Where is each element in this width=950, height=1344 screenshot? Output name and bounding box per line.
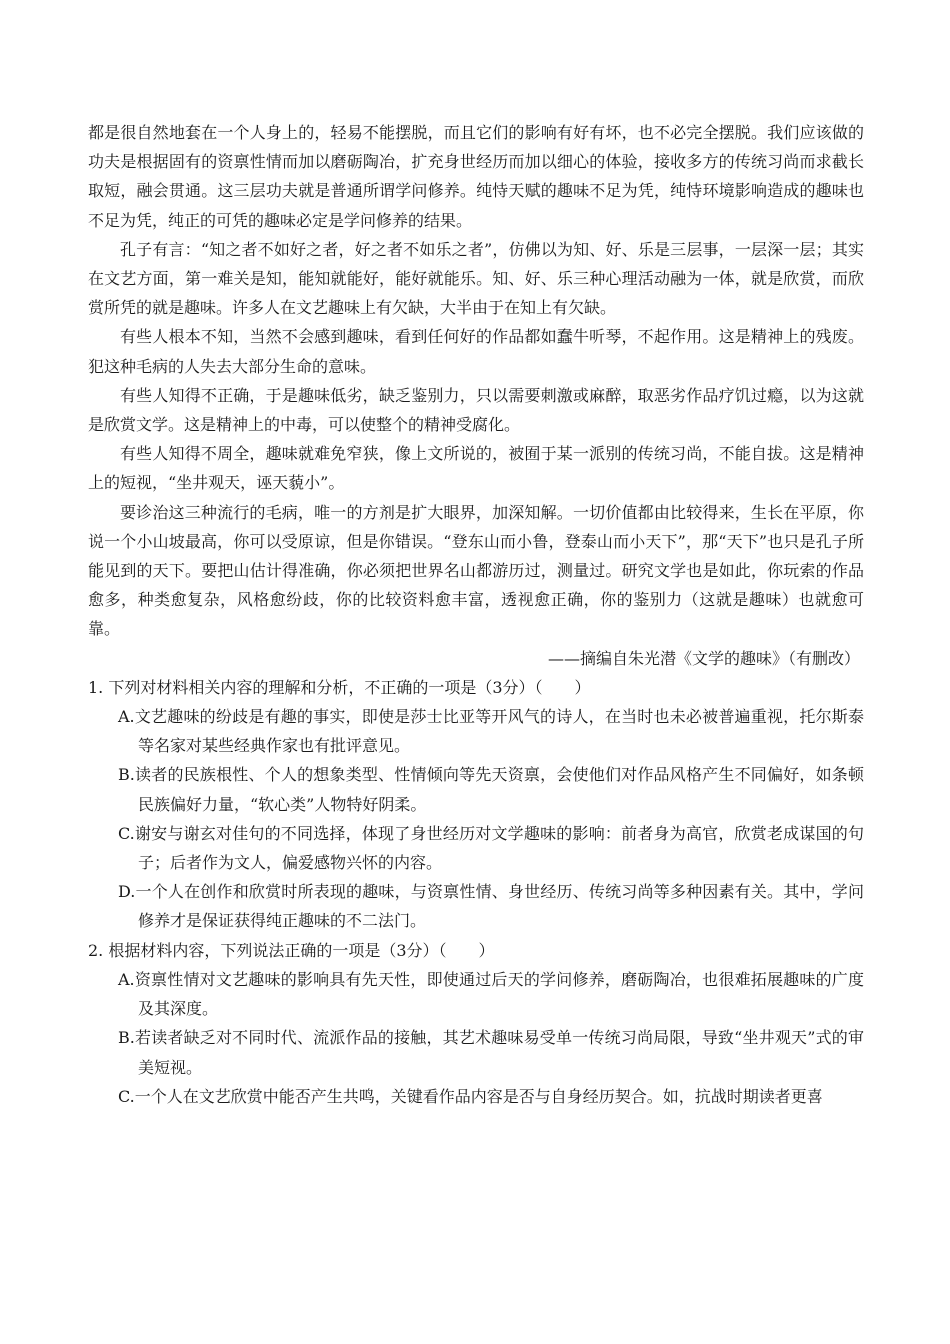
passage-paragraph-6: 要诊治这三种流行的毛病，唯一的方剂是扩大眼界，加深知解。一切价值都由比较得来，生长在平原，你说一个小山坡最高，你可以受原谅，但是你错误。“登东山而小鲁，登泰山而小天下”，那“天下”也只是孔子所能见到的天下。要把山估计得准确，你必须把世界名山都游历过，测量过。研究文学也是如此，你玩索的作品愈多，种类愈复杂，风格愈纷歧，你的比较资料愈丰富，透视愈正确，你的鉴别力（这就是趣味）也就愈可靠。: [88, 502, 864, 639]
document-page: [88, 118, 864, 1111]
passage-paragraph-2: 孔子有言：“知之者不如好之者，好之者不如乐之者”，仿佛以为知、好、乐是三层事，一层深一层；其实在文艺方面，第一难关是知，能知就能好，能好就能乐。知、好、乐三种心理活动融为一体，就是欣赏，而欣赏所凭的就是趣味。许多人在文艺趣味上有欠缺，大半由于在知上有欠缺。: [88, 239, 864, 318]
question-1-option-b: B.读者的民族根性、个人的想象类型、性情倾向等先天资禀，会使他们对作品风格产生不同偏好，如条顿民族偏好力量，“软心类”人物特好阴柔。: [118, 765, 864, 814]
question-1-stem: 1. 下列对材料相关内容的理解和分析，不正确的一项是（3分）（ ）: [88, 677, 591, 697]
question-2-option-a: A.资禀性情对文艺趣味的影响具有先天性，即使通过后天的学问修养，磨砺陶冶，也很难拓展趣味的广度及其深度。: [118, 969, 864, 1019]
question-1-option-a: A.文艺趣味的纷歧是有趣的事实，即使是莎士比亚等开风气的诗人，在当时也未必被普遍重视，托尔斯泰等名家对某些经典作家也有批评意见。: [118, 707, 864, 756]
question-2-stem: 2. 根据材料内容，下列说法正确的一项是（3分）（ ）: [88, 940, 495, 960]
question-1-option-d: D.一个人在创作和欣赏时所表现的趣味，与资禀性情、身世经历、传统习尚等多种因素有关。其中，学问修养才是保证获得纯正趣味的不二法门。: [118, 882, 864, 931]
passage-source: ——摘编自朱光潜《文学的趣味》（有删改）: [547, 648, 860, 668]
passage-paragraph-5: 有些人知得不周全，趣味就难免窄狭，像上文所说的，被囿于某一派别的传统习尚，不能自拔。这是精神上的短视，“坐井观天，诬天藐小”。: [88, 444, 864, 493]
question-2: [88, 936, 864, 1111]
question-2-option-b: B.若读者缺乏对不同时代、流派作品的接触，其艺术趣味易受单一传统习尚局限，导致“坐井观天”式的审美短视。: [118, 1028, 864, 1077]
question-1-option-c: C.谢安与谢玄对佳句的不同选择，体现了身世经历对文学趣味的影响：前者身为高官，欣赏老成谋国的句子；后者作为文人，偏爱感物兴怀的内容。: [118, 823, 864, 873]
question-2-option-c: C.一个人在文艺欣赏中能否产生共鸣，关键看作品内容是否与自身经历契合。如，抗战时期读者更喜: [118, 1086, 823, 1106]
passage-paragraph-3: 有些人根本不知，当然不会感到趣味，看到任何好的作品都如蠢牛听琴，不起作用。这是精神上的残废。犯这种毛病的人失去大部分生命的意味。: [88, 327, 864, 376]
passage-paragraph-1: 都是很自然地套在一个人身上的，轻易不能摆脱，而且它们的影响有好有坏，也不必完全摆脱。我们应该做的功夫是根据固有的资禀性情而加以磨砺陶冶，扩充身世经历而加以细心的体验，接收多方的传统习尚而求截长取短，融会贯通。这三层功夫就是普通所谓学问修养。纯恃天赋的趣味不足为凭，纯恃环境影响造成的趣味也不足为凭，纯正的可凭的趣味必定是学问修养的结果。: [88, 123, 864, 230]
passage-paragraph-4: 有些人知得不正确，于是趣味低劣，缺乏鉴别力，只以需要刺激或麻醉，取恶劣作品疗饥过瘾，以为这就是欣赏文学。这是精神上的中毒，可以使整个的精神受腐化。: [88, 385, 864, 435]
question-1: [88, 673, 864, 936]
